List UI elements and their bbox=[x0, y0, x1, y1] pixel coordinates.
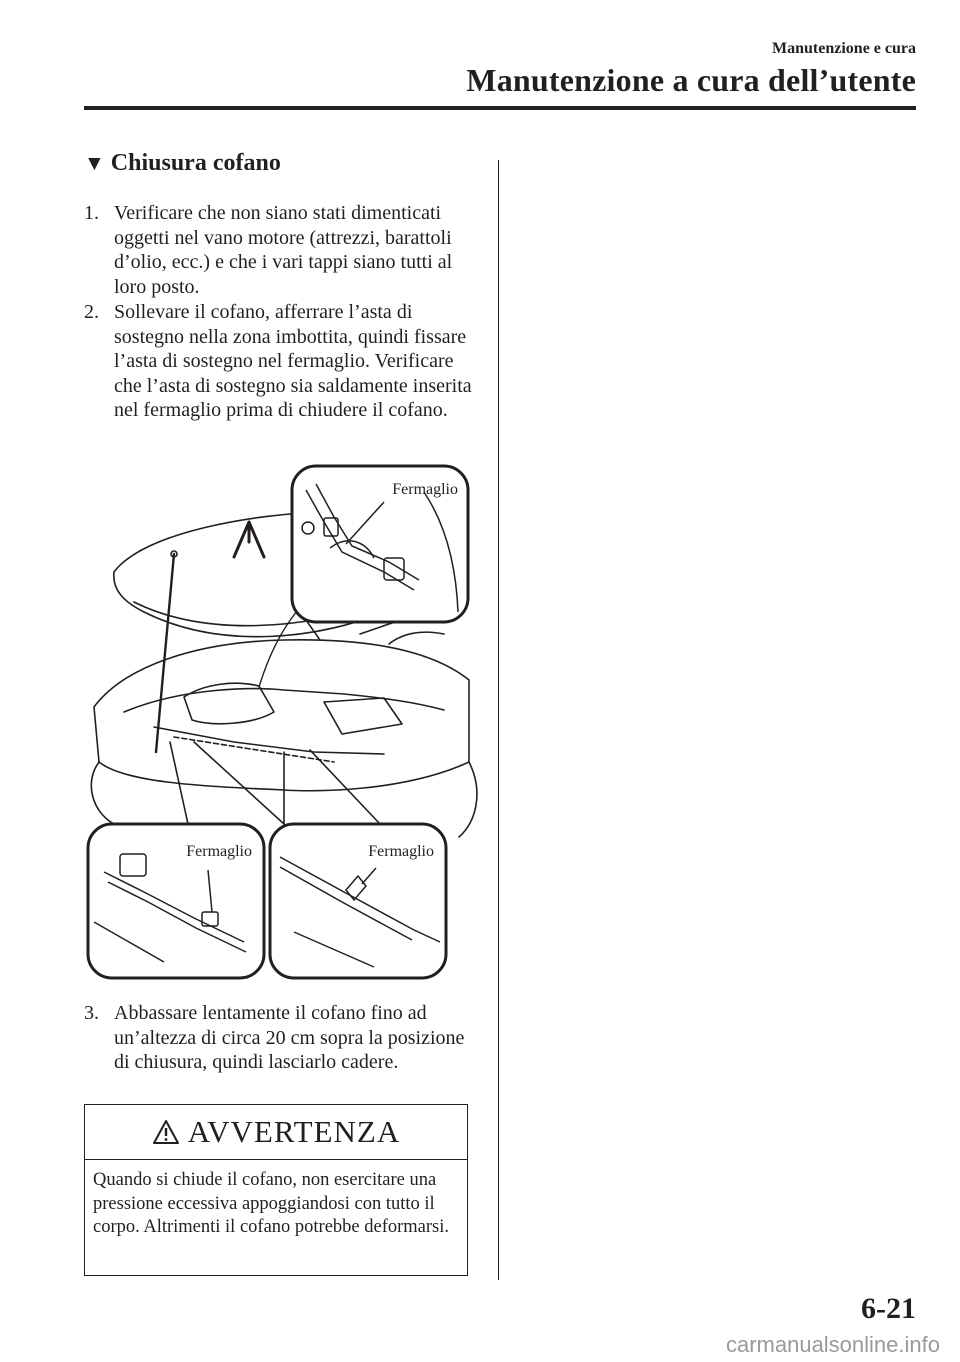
warning-triangle-icon bbox=[152, 1119, 180, 1145]
label-clip-left: Fermaglio bbox=[186, 843, 252, 860]
step-text: Verificare che non siano stati dimenticati oggetti nel vano motore (attrezzi, barattoli d’olio, ecc.) e che i vari tappi siano tutti al loro posto. bbox=[114, 202, 453, 298]
watermark: carmanualsonline.info bbox=[725, 1332, 940, 1357]
warning-header bbox=[85, 1105, 467, 1160]
chapter-header: Manutenzione e cura bbox=[772, 40, 916, 57]
section-title-text: Chiusura cofano bbox=[110, 150, 281, 176]
step-3 bbox=[84, 1001, 484, 1075]
step-2 bbox=[84, 300, 484, 423]
page-number: 6-21 bbox=[861, 1292, 916, 1325]
label-clip-top: Fermaglio bbox=[392, 481, 458, 498]
step-1 bbox=[84, 201, 484, 299]
step-text: Sollevare il cofano, afferrare l’asta di sostegno nella zona imbottita, quindi fissare l’asta di sostegno nel fermaglio. Verificare che l’asta di sostegno sia saldamente inserita nel fermaglio prima di chiudere il cofano. bbox=[114, 301, 472, 422]
label-clip-right: Fermaglio bbox=[368, 843, 434, 860]
step-number: 1. bbox=[84, 202, 99, 224]
step-number: 3. bbox=[84, 1002, 99, 1024]
hood-prop-rod-illustration bbox=[84, 462, 484, 982]
section-header: Manutenzione a cura dell’utente bbox=[466, 62, 916, 98]
step-number: 2. bbox=[84, 301, 99, 323]
section-title bbox=[84, 150, 281, 177]
column-divider bbox=[498, 160, 499, 1280]
step-text: Abbassare lentamente il cofano fino ad un’altezza di circa 20 cm sopra la posizione di chiusura, quindi lasciarlo cadere. bbox=[114, 1002, 465, 1074]
prop-rod bbox=[156, 554, 174, 752]
header-rule bbox=[84, 106, 916, 110]
triangle-down-icon: ▼ bbox=[84, 151, 105, 175]
warning-title: AVVERTENZA bbox=[187, 1114, 401, 1149]
warning-text: Quando si chiude il cofano, non esercitare una pressione eccessiva appoggiandosi con tutto il corpo. Altrimenti il cofano potrebbe deformarsi. bbox=[93, 1170, 450, 1237]
warning-box bbox=[84, 1104, 468, 1276]
